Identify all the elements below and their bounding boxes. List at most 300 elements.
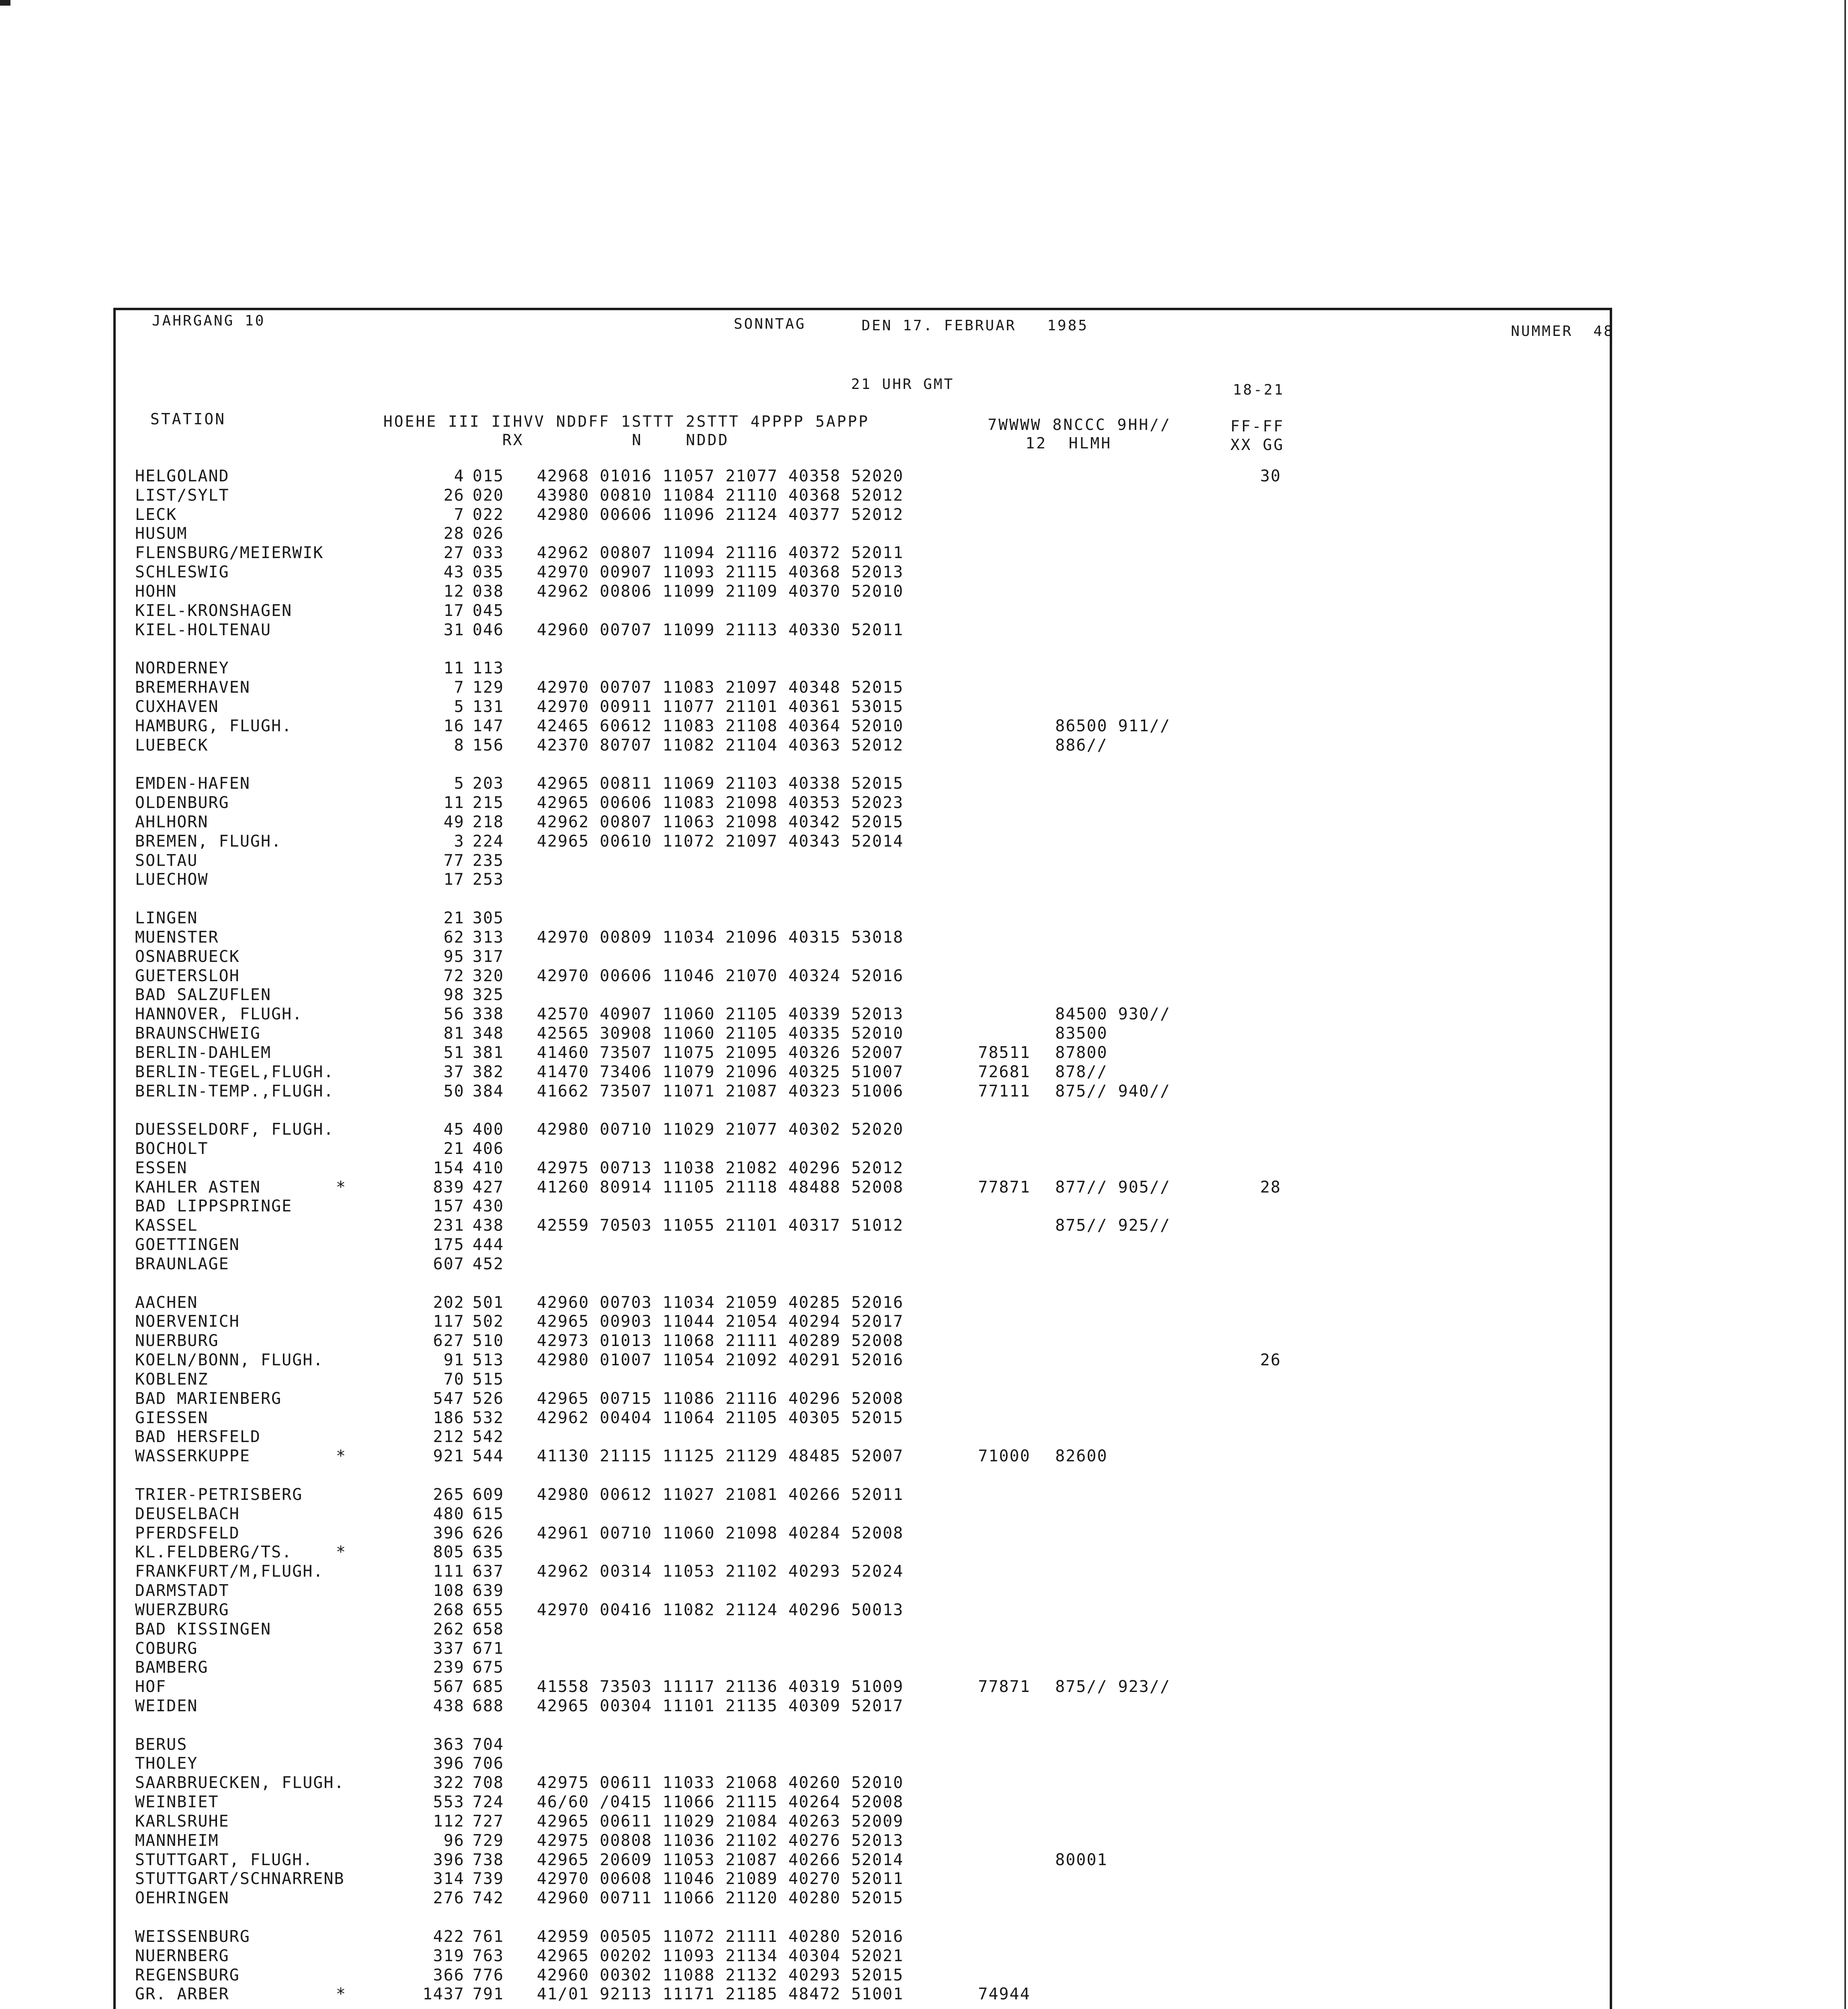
column-groups-line2: RX N NDDD [502,431,729,449]
station-name: HAMBURG, FLUGH. [135,716,293,735]
station-id: 742 [473,1889,504,1908]
station-name: BERLIN-TEGEL,FLUGH. [135,1062,334,1081]
station-id: 035 [473,563,504,582]
station-id: 022 [473,505,504,524]
station-name: BRAUNLAGE [135,1254,229,1273]
station-height: 231 [433,1216,465,1235]
synop-groups: 42970 00608 11046 21089 40270 52011 [537,1870,904,1888]
station-height: 319 [433,1946,465,1965]
station-height: 8 [454,736,465,755]
station-id: 406 [473,1139,504,1158]
station-id: 510 [473,1332,504,1350]
station-name: KOBLENZ [135,1370,209,1389]
station-height: 117 [433,1312,465,1331]
station-height: 805 [433,1543,465,1562]
synop-groups: 42965 00715 11086 21116 40296 52008 [537,1389,904,1408]
synop-groups: 46/60 /0415 11066 21115 40264 52008 [537,1793,904,1812]
synop-groups: 42973 01013 11068 21111 40289 52008 [537,1332,904,1350]
station-id: 655 [473,1600,504,1619]
station-name: LINGEN [135,909,198,928]
station-name: HELGOLAND [135,467,229,485]
station-height: 31 [443,620,465,639]
station-name: WASSERKUPPE [135,1447,250,1466]
station-id: 776 [473,1966,504,1984]
station-id: 045 [473,601,504,620]
synop-groups: 42980 00612 11027 21081 40266 52011 [537,1485,904,1504]
station-name: GR. ARBER [135,1985,229,2004]
station-name: LECK [135,505,177,524]
station-name: EMDEN-HAFEN [135,774,250,793]
column-ff-line2: XX GG [1230,436,1285,454]
synop-groups: 42960 00703 11034 21059 40285 52016 [537,1293,904,1312]
station-id: 526 [473,1389,504,1408]
station-id: 615 [473,1504,504,1523]
station-name: SCHLESWIG [135,563,229,582]
station-name: SAARBRUECKEN, FLUGH. [135,1774,345,1792]
station-name: DARMSTADT [135,1581,229,1600]
station-name: KIEL-HOLTENAU [135,620,272,639]
synop-groups: 42962 00807 11094 21116 40372 52011 [537,544,904,563]
synop-groups: 42960 00711 11066 21120 40280 52015 [537,1889,904,1908]
weather-group: 77871 [978,1678,1031,1696]
station-name: KAHLER ASTEN [135,1178,261,1197]
synop-groups: 42962 00807 11063 21098 40342 52015 [537,812,904,831]
station-id: 129 [473,678,504,697]
station-height: 96 [443,1831,465,1850]
station-height: 4 [454,467,465,485]
station-height: 7 [454,505,465,524]
mountain-marker: * [336,1178,347,1197]
station-height: 262 [433,1620,465,1639]
synop-groups: 42965 00304 11101 21135 40309 52017 [537,1697,904,1715]
station-id: 671 [473,1639,504,1658]
synop-groups: 42975 00713 11038 21082 40296 52012 [537,1158,904,1177]
synop-groups: 41/01 92113 11171 21185 48472 51001 [537,1985,904,2004]
station-height: 17 [443,601,465,620]
weather-group: 77871 [978,1178,1031,1197]
station-name: STUTTGART/SCHNARRENB [135,1870,345,1888]
wind-gust: 28 [1260,1178,1281,1197]
extra-groups: 878// [1055,1062,1108,1081]
observation-time: 21 UHR GMT [851,376,954,393]
station-name: SOLTAU [135,851,198,870]
station-id: 685 [473,1678,504,1696]
station-id: 609 [473,1485,504,1504]
station-id: 338 [473,1005,504,1024]
station-name: STUTTGART, FLUGH. [135,1850,313,1869]
extra-groups: 875// 923// [1055,1678,1171,1696]
station-name: BAD SALZUFLEN [135,986,272,1004]
synop-groups: 42980 00606 11096 21124 40377 52012 [537,505,904,524]
station-name: BAMBERG [135,1658,209,1677]
station-height: 70 [443,1370,465,1389]
station-height: 43 [443,563,465,582]
station-height: 396 [433,1850,465,1869]
station-id: 033 [473,544,504,563]
station-name: MUENSTER [135,928,219,947]
column-groups-line1: HOEHE III IIHVV NDDFF 1STTT 2STTT 4PPPP 5APPP [383,413,870,430]
synop-groups: 42965 20609 11053 21087 40266 52014 [537,1850,904,1869]
station-id: 156 [473,736,504,755]
station-height: 21 [443,909,465,928]
station-height: 81 [443,1024,465,1043]
extra-groups: 877// 905// [1055,1178,1171,1197]
station-height: 480 [433,1504,465,1523]
station-id: 020 [473,486,504,505]
extra-groups: 84500 930// [1055,1005,1171,1024]
station-name: BAD HERSFELD [135,1428,261,1446]
station-name: NOERVENICH [135,1312,240,1331]
station-id: 224 [473,832,504,851]
station-id: 325 [473,986,504,1004]
station-id: 253 [473,870,504,889]
station-name: HANNOVER, FLUGH. [135,1005,303,1024]
station-name: LUEBECK [135,736,209,755]
station-name: BAD KISSINGEN [135,1620,272,1639]
station-height: 112 [433,1812,465,1831]
weekday: SONNTAG [734,316,806,332]
station-height: 95 [443,947,465,966]
station-id: 727 [473,1812,504,1831]
station-name: CUXHAVEN [135,697,219,716]
station-height: 17 [443,870,465,889]
station-id: 305 [473,909,504,928]
station-name: BOCHOLT [135,1139,209,1158]
station-height: 56 [443,1005,465,1024]
station-height: 186 [433,1408,465,1427]
synop-groups: 42980 00710 11029 21077 40302 52020 [537,1120,904,1139]
synop-groups: 42970 00809 11034 21096 40315 53018 [537,928,904,947]
station-height: 1437 [422,1985,465,2004]
station-height: 91 [443,1351,465,1370]
station-id: 381 [473,1043,504,1062]
station-id: 724 [473,1793,504,1812]
station-id: 410 [473,1158,504,1177]
station-name: MANNHEIM [135,1831,219,1850]
station-id: 761 [473,1927,504,1946]
extra-groups: 87800 [1055,1043,1108,1062]
station-name: WEISSENBURG [135,1927,250,1946]
station-name: NUERNBERG [135,1946,229,1965]
station-height: 276 [433,1889,465,1908]
station-id: 513 [473,1351,504,1370]
station-height: 265 [433,1485,465,1504]
station-name: GOETTINGEN [135,1236,240,1254]
extra-groups: 83500 [1055,1024,1108,1043]
mountain-marker: * [336,1985,347,2004]
synop-groups: 42965 00606 11083 21098 40353 52023 [537,794,904,812]
synop-groups: 41260 80914 11105 21118 48488 52008 [537,1178,904,1197]
station-id: 502 [473,1312,504,1331]
synop-groups: 42960 00707 11099 21113 40330 52011 [537,620,904,639]
station-height: 111 [433,1562,465,1581]
station-name: BERLIN-TEMP.,FLUGH. [135,1082,334,1101]
station-name: KOELN/BONN, FLUGH. [135,1351,324,1370]
synop-groups: 42962 00404 11064 21105 40305 52015 [537,1408,904,1427]
station-name: OEHRINGEN [135,1889,229,1908]
synop-groups: 41470 73406 11079 21096 40325 51007 [537,1062,904,1081]
station-height: 567 [433,1678,465,1696]
extra-groups: 875// 940// [1055,1082,1171,1101]
station-id: 382 [473,1062,504,1081]
station-height: 547 [433,1389,465,1408]
station-height: 268 [433,1600,465,1619]
date: DEN 17. FEBRUAR 1985 [862,317,1089,334]
station-id: 203 [473,774,504,793]
station-id: 444 [473,1236,504,1254]
station-id: 320 [473,966,504,985]
station-height: 921 [433,1447,465,1466]
station-height: 607 [433,1254,465,1273]
station-id: 738 [473,1850,504,1869]
station-height: 27 [443,544,465,563]
station-height: 51 [443,1043,465,1062]
station-name: LUECHOW [135,870,209,889]
station-height: 3 [454,832,465,851]
synop-groups: 41558 73503 11117 21136 40319 51009 [537,1678,904,1696]
station-height: 396 [433,1524,465,1543]
station-id: 438 [473,1216,504,1235]
station-name: TRIER-PETRISBERG [135,1485,303,1504]
station-name: OLDENBURG [135,794,229,812]
synop-groups: 42465 60612 11083 21108 40364 52010 [537,716,904,735]
station-height: 422 [433,1927,465,1946]
extra-groups: 875// 925// [1055,1216,1171,1235]
station-name: HOF [135,1678,167,1696]
station-name: HOHN [135,582,177,601]
station-id: 706 [473,1754,504,1773]
synop-groups: 42970 00907 11093 21115 40368 52013 [537,563,904,582]
station-name: HUSUM [135,524,188,543]
station-height: 11 [443,794,465,812]
station-height: 45 [443,1120,465,1139]
station-height: 314 [433,1870,465,1888]
station-id: 218 [473,812,504,831]
station-id: 348 [473,1024,504,1043]
station-name: GUETERSLOH [135,966,240,985]
station-name: THOLEY [135,1754,198,1773]
synop-groups: 42370 80707 11082 21104 40363 52012 [537,736,904,755]
station-id: 131 [473,697,504,716]
station-height: 322 [433,1774,465,1792]
station-id: 113 [473,659,504,678]
station-name: NUERBURG [135,1332,219,1350]
station-name: ESSEN [135,1158,188,1177]
mountain-marker: * [336,1447,347,1466]
station-name: WEIDEN [135,1697,198,1715]
synop-groups: 42961 00710 11060 21098 40284 52008 [537,1524,904,1543]
synop-groups: 42965 00611 11029 21084 40263 52009 [537,1812,904,1831]
station-id: 639 [473,1581,504,1600]
station-height: 26 [443,486,465,505]
station-name: GIESSEN [135,1408,209,1427]
station-name: BERLIN-DAHLEM [135,1043,272,1062]
station-height: 98 [443,986,465,1004]
station-id: 637 [473,1562,504,1581]
weather-group: 72681 [978,1062,1031,1081]
station-height: 21 [443,1139,465,1158]
station-id: 046 [473,620,504,639]
station-height: 49 [443,812,465,831]
station-id: 739 [473,1870,504,1888]
station-height: 627 [433,1332,465,1350]
station-height: 363 [433,1735,465,1754]
station-id: 626 [473,1524,504,1543]
station-id: 026 [473,524,504,543]
station-name: REGENSBURG [135,1966,240,1984]
station-id: 675 [473,1658,504,1677]
synop-groups: 41662 73507 11071 21087 40323 51006 [537,1082,904,1101]
station-id: 215 [473,794,504,812]
station-height: 16 [443,716,465,735]
station-id: 763 [473,1946,504,1965]
column-group7-line1: 7WWWW 8NCCC 9HH// [988,416,1171,434]
synop-groups: 42970 00911 11077 21101 40361 53015 [537,697,904,716]
station-id: 544 [473,1447,504,1466]
synop-groups: 43980 00810 11084 21110 40368 52012 [537,486,904,505]
station-name: KIEL-KRONSHAGEN [135,601,293,620]
station-height: 62 [443,928,465,947]
station-id: 400 [473,1120,504,1139]
extra-groups: 80001 [1055,1850,1108,1869]
synop-groups: 42980 01007 11054 21092 40291 52016 [537,1351,904,1370]
synop-groups: 42965 00903 11044 21054 40294 52017 [537,1312,904,1331]
synop-groups: 42960 00302 11088 21132 40293 52015 [537,1966,904,1984]
synop-groups: 42975 00808 11036 21102 40276 52013 [537,1831,904,1850]
synop-groups: 42970 00416 11082 21124 40296 50013 [537,1600,904,1619]
station-id: 147 [473,716,504,735]
station-id: 038 [473,582,504,601]
weather-group: 74944 [978,1985,1031,2004]
station-id: 313 [473,928,504,947]
station-height: 5 [454,774,465,793]
station-height: 28 [443,524,465,543]
station-name: BERUS [135,1735,188,1754]
station-name: NORDERNEY [135,659,229,678]
station-id: 729 [473,1831,504,1850]
station-height: 7 [454,678,465,697]
station-name: OSNABRUECK [135,947,240,966]
station-id: 427 [473,1178,504,1197]
station-name: DEUSELBACH [135,1504,240,1523]
synop-groups: 42962 00806 11099 21109 40370 52010 [537,582,904,601]
station-name: FLENSBURG/MEIERWIK [135,544,324,563]
station-id: 015 [473,467,504,485]
synop-groups: 42970 00606 11046 21070 40324 52016 [537,966,904,985]
station-name: BREMEN, FLUGH. [135,832,282,851]
station-height: 72 [443,966,465,985]
station-id: 430 [473,1197,504,1216]
ff-period: 18-21 [1233,382,1285,398]
weather-group: 78511 [978,1043,1031,1062]
synop-groups: 41130 21115 11125 21129 48485 52007 [537,1447,904,1466]
column-ff-line1: FF-FF [1230,417,1285,435]
station-name: KL.FELDBERG/TS. [135,1543,293,1562]
station-height: 37 [443,1062,465,1081]
synop-groups: 42968 01016 11057 21077 40358 52020 [537,467,904,485]
station-height: 50 [443,1082,465,1101]
station-height: 239 [433,1658,465,1677]
station-id: 501 [473,1293,504,1312]
mountain-marker: * [336,1543,347,1562]
weather-group: 77111 [978,1082,1031,1101]
station-name: COBURG [135,1639,198,1658]
station-id: 708 [473,1774,504,1792]
station-height: 108 [433,1581,465,1600]
column-station: STATION [150,410,226,428]
synop-groups: 42975 00611 11033 21068 40260 52010 [537,1774,904,1792]
station-height: 839 [433,1178,465,1197]
station-height: 154 [433,1158,465,1177]
station-name: AACHEN [135,1293,198,1312]
station-name: BAD LIPPSPRINGE [135,1197,293,1216]
station-height: 337 [433,1639,465,1658]
synop-groups: 42965 00610 11072 21097 40343 52014 [537,832,904,851]
station-name: BRAUNSCHWEIG [135,1024,261,1043]
station-height: 396 [433,1754,465,1773]
station-name: LIST/SYLT [135,486,229,505]
station-id: 532 [473,1408,504,1427]
station-name: PFERDSFELD [135,1524,240,1543]
extra-groups: 886// [1055,736,1108,755]
station-name: WEINBIET [135,1793,219,1812]
station-height: 157 [433,1197,465,1216]
station-height: 212 [433,1428,465,1446]
synop-groups: 42962 00314 11053 21102 40293 52024 [537,1562,904,1581]
synop-groups: 42565 30908 11060 21105 40335 52010 [537,1024,904,1043]
station-name: BREMERHAVEN [135,678,250,697]
station-name: DUESSELDORF, FLUGH. [135,1120,334,1139]
station-name: FRANKFURT/M,FLUGH. [135,1562,324,1581]
extra-groups: 86500 911// [1055,716,1171,735]
synop-groups: 42570 40907 11060 21105 40339 52013 [537,1005,904,1024]
station-name: KASSEL [135,1216,198,1235]
station-height: 11 [443,659,465,678]
station-id: 658 [473,1620,504,1639]
station-name: AHLHORN [135,812,209,831]
station-id: 235 [473,851,504,870]
synop-groups: 42965 00811 11069 21103 40338 52015 [537,774,904,793]
station-id: 635 [473,1543,504,1562]
synop-groups: 41460 73507 11075 21095 40326 52007 [537,1043,904,1062]
station-id: 515 [473,1370,504,1389]
synop-groups: 42970 00707 11083 21097 40348 52015 [537,678,904,697]
scan-corner-mark [0,0,10,6]
station-id: 688 [473,1697,504,1715]
station-name: KARLSRUHE [135,1812,229,1831]
extra-groups: 82600 [1055,1447,1108,1466]
station-height: 5 [454,697,465,716]
station-id: 452 [473,1254,504,1273]
station-id: 384 [473,1082,504,1101]
station-height: 438 [433,1697,465,1715]
synop-groups: 42559 70503 11055 21101 40317 51012 [537,1216,904,1235]
synop-groups: 42959 00505 11072 21111 40280 52016 [537,1927,904,1946]
station-height: 366 [433,1966,465,1984]
scan-edge-line [1844,0,1846,2009]
station-name: BAD MARIENBERG [135,1389,282,1408]
station-height: 202 [433,1293,465,1312]
station-height: 175 [433,1236,465,1254]
station-id: 317 [473,947,504,966]
wind-gust: 26 [1260,1351,1281,1370]
column-group7-line2: 12 HLMH [1025,434,1112,452]
station-id: 542 [473,1428,504,1446]
jahrgang: JAHRGANG 10 [152,313,266,329]
station-id: 704 [473,1735,504,1754]
weather-group: 71000 [978,1447,1031,1466]
station-height: 553 [433,1793,465,1812]
